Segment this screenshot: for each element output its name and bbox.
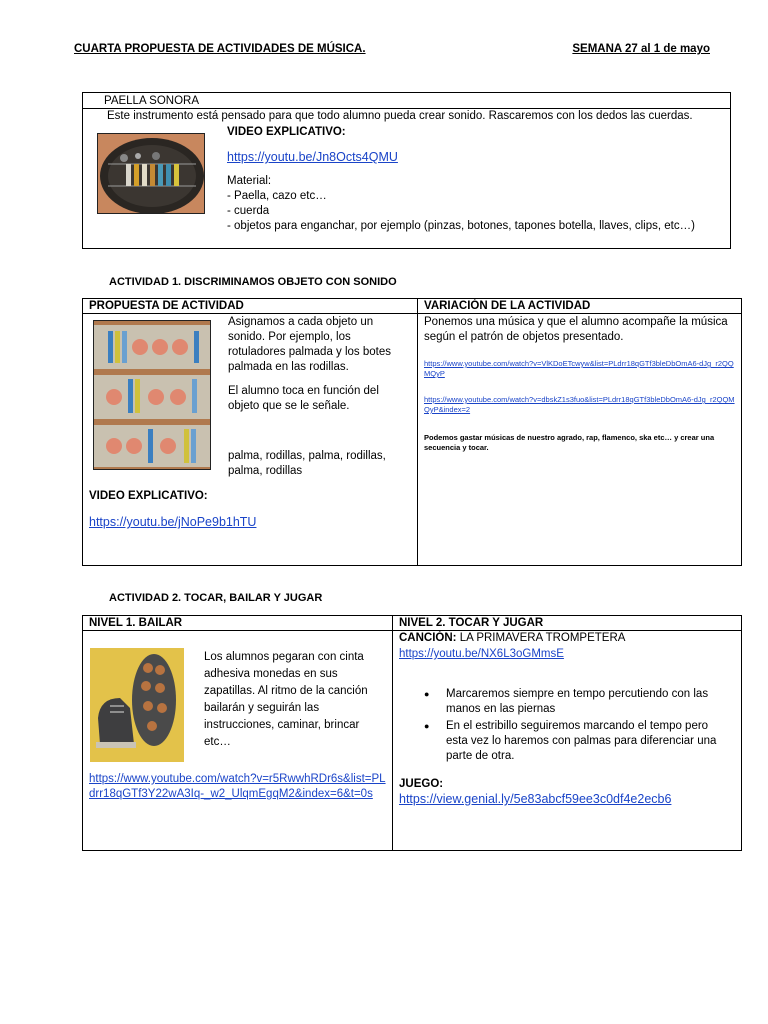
- objects-photo: [93, 320, 211, 470]
- activity1-video-label: VIDEO EXPLICATIVO:: [89, 490, 208, 502]
- dance-link[interactable]: https://www.youtube.com/watch?v=r5RwwhRDr6s&list=PLdrr18qGTf3Y22wA3Iq-_w2_UlqmEgqM2&index=6&t=0s: [89, 773, 386, 800]
- song-link[interactable]: https://youtu.be/NX6L3oGMmsE: [399, 648, 564, 660]
- paella-video-label: VIDEO EXPLICATIVO:: [227, 126, 346, 138]
- paella-video-link[interactable]: https://youtu.be/Jn8Octs4QMU: [227, 150, 398, 164]
- song-line: [399, 631, 625, 646]
- list-item: ● En el estribillo seguiremos marcando el tempo pero esta vez lo haremos con palmas para diferenciar una parte de otra.: [420, 719, 730, 764]
- material-item: - cuerda: [227, 205, 270, 217]
- list-item: ● Marcaremos siempre en tempo percutiendo con las manos en las piernas: [420, 687, 730, 717]
- activity1-text1: Asignamos a cada objeto un sonido. Por ejemplo, los rotuladores palmada y los botes palmada en las rodillas.: [228, 316, 392, 373]
- shoe-photo: [90, 648, 184, 762]
- activity2-right-header: NIVEL 2. TOCAR Y JUGAR: [399, 617, 544, 629]
- activity1-video-link[interactable]: https://youtu.be/jNoPe9b1hTU: [89, 515, 257, 529]
- song-label: CANCIÓN:: [399, 632, 457, 644]
- activity1-pattern: palma, rodillas, palma, rodillas, palma, rodillas: [228, 450, 386, 477]
- page-title: CUARTA PROPUESTA DE ACTIVIDADES DE MÚSICA.: [74, 43, 366, 55]
- paella-description: Este instrumento está pensado para que todo alumno pueda crear sonido. Rascaremos con los dedos las cuerdas.: [107, 110, 693, 122]
- variation-link-1[interactable]: https://www.youtube.com/watch?v=VlKDoETcwyw&list=PLdrr18qGTf3bleDbOmA6-dJg_r2QQMQyP: [424, 359, 734, 378]
- paella-photo: [97, 133, 205, 214]
- activity2-title: ACTIVIDAD 2. TOCAR, BAILAR Y JUGAR: [109, 592, 323, 604]
- variation-text: Ponemos una música y que el alumno acompañe la música según el patrón de objetos presentado.: [424, 316, 728, 343]
- material-item: - Paella, cazo etc…: [227, 190, 327, 202]
- page-header: [74, 43, 710, 59]
- divider: [417, 298, 418, 566]
- divider: [392, 615, 393, 851]
- dance-text: Los alumnos pegaran con cinta adhesiva monedas en sus zapatillas. Al ritmo de la canción bailarán y seguirán las instrucciones, caminar, brincar etc…: [204, 651, 368, 748]
- material-label: Material:: [227, 175, 272, 187]
- material-item: - objetos para enganchar, por ejemplo (pinzas, botones, tapones botella, llaves, clips, etc…): [227, 220, 695, 232]
- activity2-left-header: NIVEL 1. BAILAR: [89, 617, 183, 629]
- game-link[interactable]: https://view.genial.ly/5e83abcf59ee3c0df4e2ecb6: [399, 792, 672, 806]
- variation-link-2[interactable]: https://www.youtube.com/watch?v=dbskZ1s3fuo&list=PLdrr18qGTf3bleDbOmA6-dJg_r2QQMQyP&index=2: [424, 395, 735, 414]
- activity1-title: ACTIVIDAD 1. DISCRIMINAMOS OBJETO CON SONIDO: [109, 276, 397, 288]
- week-label: SEMANA 27 al 1 de mayo: [572, 43, 710, 55]
- activity1-right-header: VARIACIÓN DE LA ACTIVIDAD: [424, 300, 591, 312]
- instructions-list: [420, 687, 730, 766]
- activity1-left-header: PROPUESTA DE ACTIVIDAD: [89, 300, 244, 312]
- activity1-text2: El alumno toca en función del objeto que se le señale.: [228, 385, 379, 412]
- song-name: LA PRIMAVERA TROMPETERA: [459, 632, 626, 644]
- variation-note: Podemos gastar músicas de nuestro agrado, rap, flamenco, ska etc… y crear una secuencia y tocar.: [424, 433, 715, 452]
- paella-title: PAELLA SONORA: [104, 95, 200, 107]
- game-label: JUEGO:: [399, 778, 444, 790]
